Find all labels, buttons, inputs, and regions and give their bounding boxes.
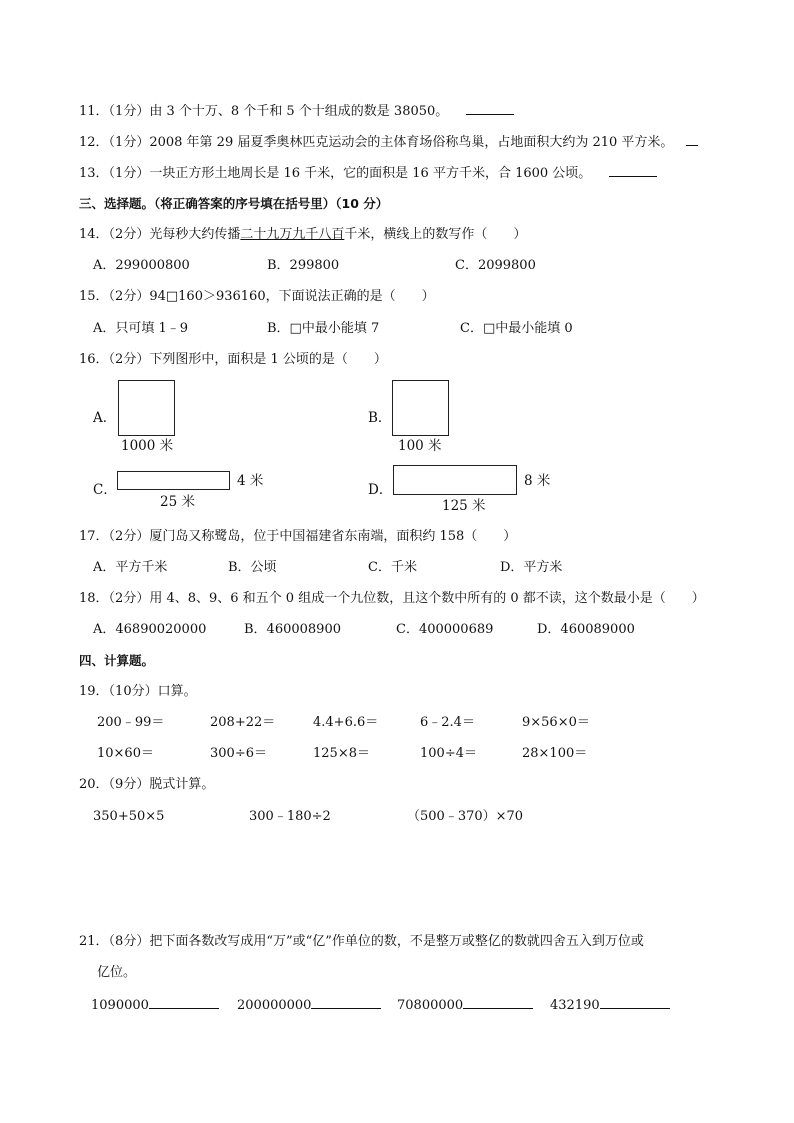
figure-b-letter[interactable]: B． — [368, 410, 392, 426]
question-11 — [79, 102, 514, 121]
question-13 — [79, 164, 657, 183]
question-text: 脱式计算。 — [149, 777, 215, 792]
option-c[interactable]: C．千米 — [368, 560, 417, 575]
question-score: （1分） — [108, 166, 150, 181]
option-d[interactable]: D．平方米 — [500, 560, 563, 575]
answer-blank[interactable] — [600, 996, 670, 1009]
option-a[interactable]: A．299000800 — [93, 258, 190, 273]
figure-a-square — [118, 380, 175, 436]
question-text: 由 3 个十万、8 个千和 5 个十组成的数是 38050。 — [149, 104, 449, 119]
step-calc-item[interactable]: 350+50×5 — [93, 809, 165, 824]
oral-calc-item[interactable]: 125×8＝ — [313, 746, 370, 761]
question-number: 11． — [79, 104, 109, 119]
question-number: 13． — [79, 166, 109, 181]
rewrite-number: 1090000 — [91, 998, 149, 1013]
question-score: （2分） — [108, 352, 150, 367]
question-20 — [79, 776, 214, 794]
oral-calc-item[interactable]: 200﹣99＝ — [97, 715, 165, 730]
question-text: 2008 年第 29 届夏季奥林匹克运动会的主体育场俗称鸟巢，占地面积大约为 210 平方米。 — [149, 135, 674, 150]
answer-blank[interactable] — [149, 996, 219, 1009]
option-b[interactable]: B．□中最小能填 7 — [267, 321, 380, 336]
question-number: 20． — [79, 777, 109, 792]
answer-blank[interactable] — [686, 133, 698, 146]
question-score: （2分） — [108, 227, 150, 242]
question-text: 口算。 — [157, 684, 197, 699]
figure-a-length: 1000 米 — [121, 438, 174, 454]
section-4-heading — [79, 652, 154, 670]
oral-calc-item[interactable]: 6﹣2.4＝ — [420, 715, 475, 730]
question-16 — [79, 351, 387, 369]
rewrite-item — [397, 996, 533, 1015]
oral-calc-item[interactable]: 10×60＝ — [97, 746, 154, 761]
oral-calc-item[interactable]: 28×100＝ — [522, 746, 588, 761]
question-text: 一块正方形土地周长是 16 千米，它的面积是 16 平方千米，合 1600 公顷。 — [149, 166, 592, 181]
rewrite-number: 70800000 — [397, 998, 464, 1013]
question-number: 14． — [79, 227, 109, 242]
rewrite-item — [550, 996, 670, 1015]
question-text: 千米，横线上的数写作（ ） — [344, 227, 527, 242]
figure-c-rectangle — [117, 471, 230, 490]
answer-blank[interactable] — [466, 102, 514, 115]
question-14 — [79, 226, 526, 244]
question-score: （1分） — [108, 104, 150, 119]
question-19 — [79, 683, 197, 701]
question-score: （8分） — [108, 934, 150, 949]
question-17 — [79, 528, 516, 546]
step-calc-item[interactable]: （500﹣370）×70 — [407, 809, 524, 824]
option-a[interactable]: A．只可填 1﹣9 — [93, 321, 189, 336]
question-number: 12． — [79, 135, 109, 150]
figure-d-letter[interactable]: D． — [368, 482, 393, 498]
rewrite-number: 200000000 — [237, 998, 312, 1013]
option-b[interactable]: B．460008900 — [244, 622, 341, 637]
option-c[interactable]: C．□中最小能填 0 — [460, 321, 573, 336]
figure-d-length: 125 米 — [442, 498, 486, 514]
option-a[interactable]: A．46890020000 — [93, 622, 207, 637]
figure-d-width: 8 米 — [524, 473, 551, 489]
question-text: 94□160＞936160，下面说法正确的是（ ） — [149, 289, 435, 304]
question-18 — [79, 590, 705, 608]
figure-c-length: 25 米 — [160, 494, 195, 510]
question-text: 用 4、8、9、6 和五个 0 组成一个九位数，且这个数中所有的 0 都不读，这个数最小是（ ） — [149, 591, 705, 606]
question-score: （2分） — [108, 591, 150, 606]
question-15 — [79, 288, 435, 306]
question-text: 把下面各数改写成用“万”或“亿”作单位的数，不是整万或整亿的数就四舍五入到万位或 — [149, 934, 644, 949]
question-text: 下列图形中，面积是 1 公顷的是（ ） — [149, 352, 387, 367]
question-number: 15． — [79, 289, 109, 304]
question-score: （2分） — [108, 289, 150, 304]
question-number: 18． — [79, 591, 109, 606]
oral-calc-item[interactable]: 208+22＝ — [210, 715, 276, 730]
question-score: （1分） — [108, 135, 150, 150]
option-c[interactable]: C．2099800 — [455, 258, 536, 273]
rewrite-item — [91, 996, 219, 1015]
figure-b-square — [392, 380, 449, 436]
question-21 — [79, 933, 644, 951]
oral-calc-item[interactable]: 4.4+6.6＝ — [313, 715, 379, 730]
question-score: （2分） — [108, 529, 150, 544]
option-b[interactable]: B．公顷 — [228, 560, 277, 575]
question-text: 厦门岛又称鹭岛，位于中国福建省东南端，面积约 158（ ） — [149, 529, 517, 544]
figure-c-letter[interactable]: C． — [93, 482, 117, 498]
option-c[interactable]: C．400000689 — [396, 622, 494, 637]
question-number: 19． — [79, 684, 109, 699]
question-number: 21． — [79, 934, 109, 949]
figure-b-length: 100 米 — [398, 438, 442, 454]
section-3-heading — [79, 195, 388, 213]
oral-calc-item[interactable]: 100÷4＝ — [420, 746, 477, 761]
option-d[interactable]: D．460089000 — [537, 622, 635, 637]
section-title: 四、计算题。 — [79, 653, 155, 668]
option-a[interactable]: A．平方千米 — [93, 560, 168, 575]
figure-a-letter[interactable]: A． — [93, 410, 117, 426]
answer-blank[interactable] — [463, 996, 533, 1009]
rewrite-item — [237, 996, 381, 1015]
figure-c-width: 4 米 — [237, 473, 264, 489]
figure-d-rectangle — [393, 465, 517, 495]
oral-calc-item[interactable]: 9×56×0＝ — [522, 715, 590, 730]
step-calc-item[interactable]: 300﹣180÷2 — [249, 809, 331, 824]
question-text: 光每秒大约传播 — [149, 227, 241, 242]
option-b[interactable]: B．299800 — [267, 258, 340, 273]
question-score: （9分） — [108, 777, 150, 792]
question-number: 17． — [79, 529, 109, 544]
section-title: 三、选择题。 — [79, 196, 155, 211]
oral-calc-item[interactable]: 300÷6＝ — [210, 746, 267, 761]
answer-blank[interactable] — [609, 164, 657, 177]
rewrite-number: 432190 — [550, 998, 600, 1013]
underlined-number-words: 二十九万九千八百 — [240, 227, 345, 242]
section-note: （将正确答案的序号填在括号里）（10 分） — [154, 196, 389, 211]
question-number: 16． — [79, 352, 109, 367]
answer-blank[interactable] — [311, 996, 381, 1009]
question-12 — [79, 133, 698, 152]
question-21-continued: 亿位。 — [97, 965, 137, 980]
question-score: （10分） — [108, 684, 158, 699]
